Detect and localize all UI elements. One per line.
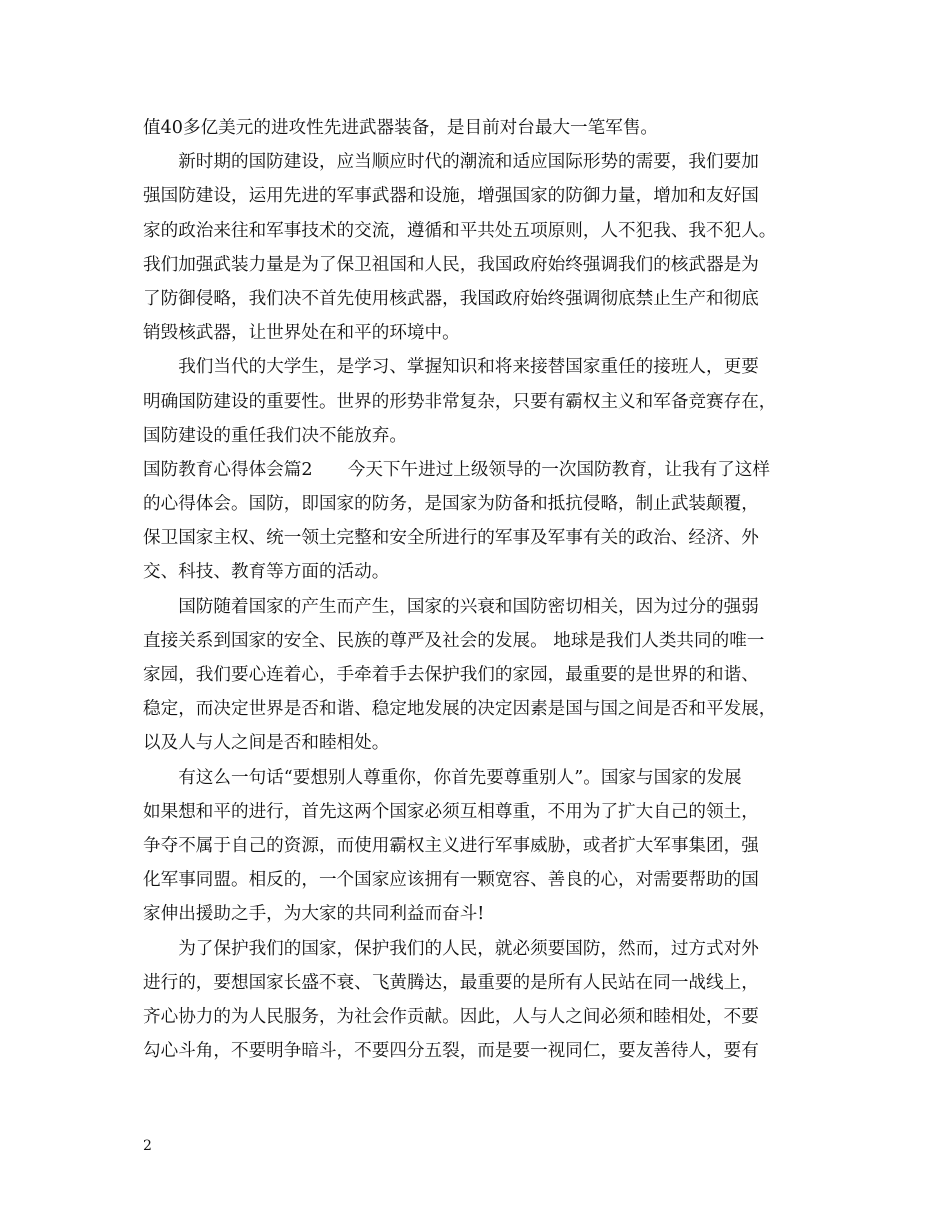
page-number: 2 bbox=[143, 1138, 152, 1154]
text-line: 稳定，而决定世界是否和谐、稳定地发展的决定因素是国与国之间是否和平发展， bbox=[143, 699, 777, 720]
text-line: 国防随着国家的产生而产生，国家的兴衰和国防密切相关，因为过分的强弱 bbox=[143, 596, 759, 617]
text-line: 国防建设的重任我们决不能放弃。 bbox=[143, 425, 407, 446]
text-line: 值40多亿美元的进攻性先进武器装备，是目前对台最大一笔军售。 bbox=[143, 118, 659, 138]
text-line: 为了保护我们的国家，保护我们的人民，就必须要国防，然而，过方式对外 bbox=[143, 938, 759, 959]
text-line: 保卫国家主权、统一领土完整和安全所进行的军事及军事有关的政治、经济、外 bbox=[143, 528, 759, 549]
text-line: 我们当代的大学生，是学习、掌握知识和将来接替国家重任的接班人，更要 bbox=[143, 357, 759, 378]
text-line: 直接关系到国家的安全、民族的尊严及社会的发展。 地球是我们人类共同的唯一 bbox=[143, 630, 765, 651]
text-line: 我们加强武装力量是为了保卫祖国和人民，我国政府始终强调我们的核武器是为 bbox=[143, 254, 759, 275]
text-line: 进行的，要想国家长盛不衰、飞黄腾达，最重要的是所有人民站在同一战线上， bbox=[143, 972, 759, 993]
text-line: 化军事同盟。相反的，一个国家应该拥有一颗宽容、善良的心，对需要帮助的国 bbox=[143, 870, 759, 891]
section-heading-line: 国防教育心得体会篇2 今天下午进过上级领导的一次国防教育，让我有了这样 bbox=[143, 459, 770, 480]
text-line: 勾心斗角，不要明争暗斗，不要四分五裂，而是要一视同仁，要友善待人，要有 bbox=[143, 1041, 759, 1062]
text-line: 齐心协力的为人民服务，为社会作贡献。因此，人与人之间必须和睦相处，不要 bbox=[143, 1006, 759, 1027]
text-line: 新时期的国防建设，应当顺应时代的潮流和适应国际形势的需要，我们要加 bbox=[143, 152, 759, 173]
text-line: 明确国防建设的重要性。世界的形势非常复杂，只要有霸权主义和军备竞赛存在， bbox=[143, 391, 777, 412]
text-line: 强国防建设，运用先进的军事武器和设施，增强国家的防御力量，增加和友好国 bbox=[143, 186, 759, 207]
text-line: 以及人与人之间是否和睦相处。 bbox=[143, 733, 390, 754]
document-body bbox=[143, 111, 816, 1068]
text-line: 家园，我们要心连着心，手牵着手去保护我们的家园，最重要的是世界的和谐、 bbox=[143, 665, 759, 685]
text-line: 销毁核武器，让世界处在和平的环境中。 bbox=[143, 323, 460, 344]
text-line: 争夺不属于自己的资源，而使用霸权主义进行军事威胁，或者扩大军事集团，强 bbox=[143, 835, 759, 856]
text-line: 的心得体会。国防，即国家的防务，是国家为防备和抵抗侵略，制止武装颠覆， bbox=[143, 494, 759, 515]
text-line: 家的政治来往和军事技术的交流，遵循和平共处五项原则，人不犯我、我不犯人。 bbox=[143, 220, 777, 241]
text-line: 如果想和平的进行，首先这两个国家必须互相尊重，不用为了扩大自己的领土， bbox=[143, 801, 759, 822]
text-line: 交、科技、教育等方面的活动。 bbox=[143, 562, 390, 583]
text-line: 家伸出援助之手，为大家的共同利益而奋斗! bbox=[143, 904, 485, 925]
text-line: 有这么一句话“要想别人尊重你，你首先要尊重别人”。国家与国家的发展 bbox=[143, 767, 742, 788]
text-line: 了防御侵略，我们决不首先使用核武器，我国政府始终强调彻底禁止生产和彻底 bbox=[143, 288, 759, 309]
